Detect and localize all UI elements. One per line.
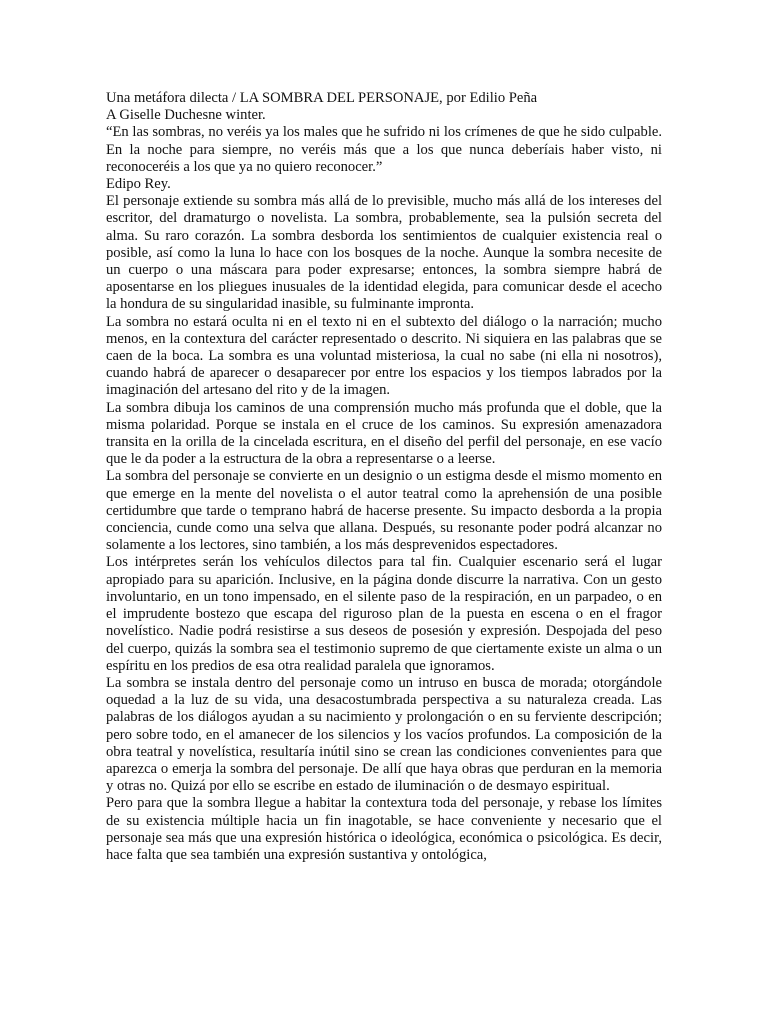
- title-text: Una metáfora dilecta / LA SOMBRA DEL PERSONAJE, por Edilio Peña: [106, 90, 538, 106]
- dedication-text: A Giselle Duchesne winter.: [106, 107, 266, 124]
- body-paragraph: La sombra no estará oculta ni en el texto ni en el subtexto del diálogo o la narración; mucho menos, en la contextura del carácter representado o descrito. Ni siquiera en las palabras que se caen de la boca. La sombra es una voluntad misteriosa, la cual no sabe (ni ella ni nosotros), cuando habrá de aparecer o desaparecer por entre los espacios y los tiempos labrados por la imaginación del artesano del rito y de la imagen.: [106, 313, 662, 399]
- body-paragraph: Pero para que la sombra llegue a habitar la contextura toda del personaje, y rebase los límites de su existencia múltiple hacia un fin inagotable, se hace conveniente y necesario que el personaje sea más que una expresión histórica o ideológica, económica o psicológica. Es decir, hace falta que sea también una expresión sustantiva y ontológica,: [106, 795, 662, 863]
- epigraph-source-text: Edipo Rey.: [106, 176, 171, 193]
- body-paragraph: La sombra dibuja los caminos de una comprensión mucho más profunda que el doble, que la misma polaridad. Porque se instala en el cruce de los caminos. Su expresión amenazadora transita en la orilla de la cincelada escritura, en el diseño del perfil del personaje, en ese vacío que le da poder a la estructura de la obra a representarse o a leerse.: [106, 399, 662, 468]
- epigraph-source: [106, 176, 662, 193]
- body-paragraph: La sombra se instala dentro del personaje como un intruso en busca de morada; otorgándole oquedad a la luz de su vida, una desacostumbrada perspectiva a su naturaleza creada. Las palabras de los diálogos ayudan a su nacimiento y prolongación o en su ferviente descripción; pero sobre todo, en el amanecer de los silencios y los vacíos profundos. La composición de la obra teatral y novelística, resultaría inútil sino se crean las condiciones convenientes para que aparezca o emerja la sombra del personaje. De allí que haya obras que perduran en la memoria y otras no. Quizá por ello se escribe en estado de iluminación o de desmayo espiritual.: [106, 674, 662, 795]
- body-paragraph: El personaje extiende su sombra más allá de lo previsible, mucho más allá de los intereses del escritor, del dramaturgo o novelista. La sombra, probablemente, sea la pulsión secreta del alma. Su raro corazón. La sombra desborda los sentimientos de cualquier existencia real o posible, así como la luna lo hace con los bosques de la noche. Aunque la sombra necesite de un cuerpo o una máscara para poder expresarse; entonces, la sombra siempre habrá de aposentarse en los pliegues inusuales de la identidad elegida, para comunicar desde el acecho la hondura de su singularidad inasible, su fulminante impronta.: [106, 193, 662, 313]
- body-paragraph: Los intérpretes serán los vehículos dilectos para tal fin. Cualquier escenario será el lugar apropiado para su aparición. Inclusive, en la página donde discurre la narrativa. Con un gesto involuntario, en un tono impensado, en el silente paso de la respiración, en un parpadeo, o en el imprudente bostezo que escapa del riguroso plan de la puesta en escena o en el fragor novelístico. Nadie podrá resistirse a sus deseos de posesión y expresión. Despojada del peso del cuerpo, quizás la sombra sea el testimonio supremo de que ciertamente existe un alma o un espíritu en los predios de esa otra realidad paralela que ignoramos.: [106, 554, 662, 674]
- dedication: [106, 107, 662, 124]
- title-line: [106, 90, 662, 107]
- epigraph-quote: “En las sombras, no veréis ya los males que he sufrido ni los crímenes de que he sido culpable. En la noche para siempre, no veréis más que a los que nunca deberíais haber visto, ni reconoceréis a los que ya no quiero reconocer.”: [106, 124, 662, 175]
- body-paragraph: La sombra del personaje se convierte en un designio o un estigma desde el mismo momento en que emerge en la mente del novelista o el autor teatral como la aprehensión de una posible certidumbre que tarde o temprano habrá de hacerse presente. Su impacto desborda a la propia conciencia, cunde como una selva que allana. Después, su resonante poder podrá alcanzar no solamente a los lectores, sino también, a los más desprevenidos espectadores.: [106, 468, 662, 554]
